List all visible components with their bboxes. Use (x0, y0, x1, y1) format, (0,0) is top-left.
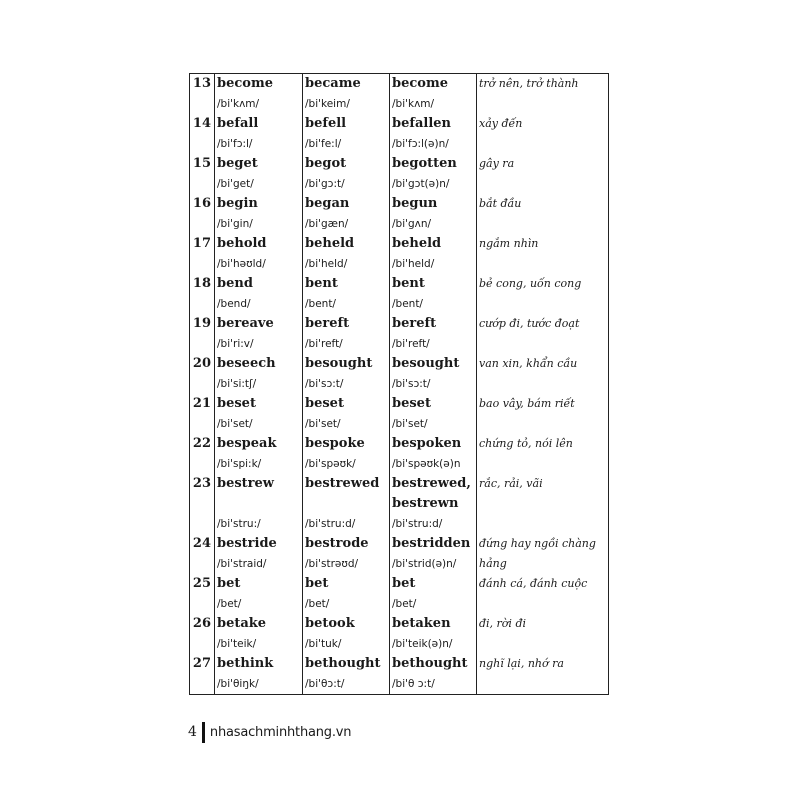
table-row (190, 154, 609, 194)
base-pronunciation: /bi'həʊld/ (217, 258, 266, 270)
meaning-cell (477, 654, 609, 695)
past-participle-cell (390, 194, 477, 234)
past-simple: bespoke (305, 436, 365, 451)
base-form-cell (215, 534, 303, 574)
past-pronunciation: /bi'gɔ:t/ (305, 178, 345, 190)
vietnamese-meaning: bẻ cong, uốn cong (479, 277, 582, 290)
row-number: 15 (190, 154, 215, 194)
cell-spacer (305, 494, 389, 514)
past-participle-cell (390, 234, 477, 274)
base-form-cell (215, 274, 303, 314)
table-row (190, 354, 609, 394)
base-form: bethink (217, 656, 274, 671)
table-row (190, 274, 609, 314)
row-number: 20 (190, 354, 215, 394)
past-participle-cell (390, 534, 477, 574)
base-form: bespeak (217, 436, 277, 451)
row-number: 19 (190, 314, 215, 354)
past-simple-cell (303, 354, 390, 394)
base-form-cell (215, 354, 303, 394)
vietnamese-meaning: bao vây, bám riết (479, 397, 575, 410)
meaning-cell (477, 534, 609, 574)
base-form-cell (215, 154, 303, 194)
meaning-cell (477, 274, 609, 314)
base-form-cell (215, 654, 303, 695)
past-simple-cell (303, 314, 390, 354)
participle-pronunciation: /bent/ (392, 298, 423, 310)
participle-pronunciation: /bi'gɔt(ə)n/ (392, 178, 450, 190)
table-row (190, 234, 609, 274)
past-pronunciation: /bi'stru:d/ (305, 518, 356, 530)
table-row (190, 394, 609, 434)
past-participle-cell (390, 114, 477, 154)
past-simple: bent (305, 276, 338, 291)
past-pronunciation: /bi'set/ (305, 418, 341, 430)
past-participle-cell (390, 654, 477, 695)
row-number: 24 (190, 534, 215, 574)
base-pronunciation: /bi'set/ (217, 418, 253, 430)
row-number: 13 (190, 74, 215, 115)
base-pronunciation: /bi'θiŋk/ (217, 678, 259, 690)
base-form: begin (217, 196, 258, 211)
past-simple-cell (303, 234, 390, 274)
past-pronunciation: /bi'spəʊk/ (305, 458, 356, 470)
meaning-cell (477, 314, 609, 354)
base-form-cell (215, 194, 303, 234)
past-simple-cell (303, 74, 390, 115)
past-participle-cell (390, 614, 477, 654)
past-simple-cell (303, 394, 390, 434)
table-row (190, 194, 609, 234)
past-simple: beset (305, 396, 344, 411)
past-participle: bent (392, 276, 425, 291)
row-number: 27 (190, 654, 215, 695)
footer-divider (202, 722, 205, 743)
participle-pronunciation: /bi'kʌm/ (392, 98, 435, 110)
past-simple: befell (305, 116, 347, 131)
past-simple: beheld (305, 236, 355, 251)
participle-pronunciation: /bi'held/ (392, 258, 435, 270)
meaning-cell (477, 614, 609, 654)
past-participle: betaken (392, 616, 451, 631)
table-row (190, 614, 609, 654)
past-participle-cell (390, 74, 477, 115)
table-row (190, 534, 609, 574)
base-form: betake (217, 616, 267, 631)
participle-pronunciation: /bi'gʌn/ (392, 218, 432, 230)
row-number: 22 (190, 434, 215, 474)
past-simple: began (305, 196, 350, 211)
past-participle: bestridden (392, 536, 471, 551)
base-form-cell (215, 314, 303, 354)
vietnamese-meaning: rắc, rải, vãi (479, 477, 543, 490)
past-simple: begot (305, 156, 347, 171)
vietnamese-meaning: ngắm nhìn (479, 237, 539, 250)
vietnamese-meaning: chứng tỏ, nói lên (479, 437, 573, 450)
vietnamese-meaning: cướp đi, tước đoạt (479, 317, 580, 330)
table-row (190, 654, 609, 695)
past-simple-cell (303, 274, 390, 314)
participle-pronunciation: /bet/ (392, 598, 417, 610)
past-simple-cell (303, 154, 390, 194)
past-participle-alt: bestrewn (392, 496, 459, 511)
past-pronunciation: /bi'keim/ (305, 98, 350, 110)
base-pronunciation: /bet/ (217, 598, 242, 610)
past-participle: bet (392, 576, 416, 591)
base-pronunciation: /bi'get/ (217, 178, 254, 190)
row-number: 17 (190, 234, 215, 274)
page-number: 4 (188, 724, 197, 740)
row-number: 14 (190, 114, 215, 154)
past-pronunciation: /bi'strəʊd/ (305, 558, 359, 570)
past-participle: besought (392, 356, 460, 371)
base-pronunciation: /bi'kʌm/ (217, 98, 260, 110)
past-simple: bet (305, 576, 329, 591)
row-number: 25 (190, 574, 215, 614)
vietnamese-meaning: xảy đến (479, 117, 523, 130)
meaning-cell (477, 194, 609, 234)
past-participle: become (392, 76, 448, 91)
base-form-cell (215, 574, 303, 614)
past-participle-cell (390, 274, 477, 314)
table-row (190, 74, 609, 115)
vietnamese-meaning: đứng hay ngồi chàng hảng (479, 537, 596, 570)
base-form-cell (215, 474, 303, 534)
past-simple: bereft (305, 316, 350, 331)
past-simple-cell (303, 114, 390, 154)
past-pronunciation: /bi'θɔ:t/ (305, 678, 345, 690)
base-form: befall (217, 116, 259, 131)
past-pronunciation: /bet/ (305, 598, 330, 610)
base-pronunciation: /bi'straid/ (217, 558, 267, 570)
past-simple-cell (303, 474, 390, 534)
base-pronunciation: /bi'si:tʃ/ (217, 378, 257, 390)
base-pronunciation: /bi'fɔ:l/ (217, 138, 253, 150)
vietnamese-meaning: đánh cá, đánh cuộc (479, 577, 588, 590)
past-simple-cell (303, 654, 390, 695)
row-number: 16 (190, 194, 215, 234)
past-participle: bereft (392, 316, 437, 331)
table-row (190, 474, 609, 534)
vietnamese-meaning: nghĩ lại, nhớ ra (479, 657, 564, 670)
past-participle-cell (390, 314, 477, 354)
past-participle: beheld (392, 236, 442, 251)
past-pronunciation: /bi'reft/ (305, 338, 343, 350)
past-pronunciation: /bi'fe:l/ (305, 138, 342, 150)
base-pronunciation: /bi'spi:k/ (217, 458, 262, 470)
past-participle-cell (390, 154, 477, 194)
base-pronunciation: /bi'ri:v/ (217, 338, 254, 350)
base-form-cell (215, 434, 303, 474)
row-number: 21 (190, 394, 215, 434)
vietnamese-meaning: trở nên, trở thành (479, 77, 579, 90)
base-form: beseech (217, 356, 276, 371)
past-participle: bethought (392, 656, 468, 671)
past-simple: bestrode (305, 536, 369, 551)
meaning-cell (477, 394, 609, 434)
past-simple-cell (303, 614, 390, 654)
meaning-cell (477, 474, 609, 534)
meaning-cell (477, 114, 609, 154)
base-form: bestrew (217, 476, 274, 491)
base-form-cell (215, 74, 303, 115)
past-participle: befallen (392, 116, 451, 131)
base-form: bereave (217, 316, 274, 331)
participle-pronunciation: /bi'θ ɔ:t/ (392, 678, 435, 690)
past-simple: betook (305, 616, 355, 631)
past-simple-cell (303, 434, 390, 474)
table-row (190, 114, 609, 154)
base-form: beset (217, 396, 256, 411)
base-pronunciation: /bi'gin/ (217, 218, 253, 230)
past-simple: besought (305, 356, 373, 371)
base-form-cell (215, 614, 303, 654)
participle-pronunciation: /bi'set/ (392, 418, 428, 430)
row-number: 26 (190, 614, 215, 654)
meaning-cell (477, 234, 609, 274)
base-form: bet (217, 576, 241, 591)
past-participle-cell (390, 434, 477, 474)
vietnamese-meaning: gây ra (479, 157, 515, 170)
meaning-cell (477, 574, 609, 614)
base-pronunciation: /bend/ (217, 298, 251, 310)
past-simple-cell (303, 194, 390, 234)
past-participle-cell (390, 474, 477, 534)
past-simple: bethought (305, 656, 381, 671)
past-simple: bestrewed (305, 476, 380, 491)
participle-pronunciation: /bi'strid(ə)n/ (392, 558, 457, 570)
participle-pronunciation: /bi'spəʊk(ə)n (392, 458, 461, 470)
past-participle-cell (390, 574, 477, 614)
meaning-cell (477, 354, 609, 394)
past-simple: became (305, 76, 361, 91)
meaning-cell (477, 154, 609, 194)
base-pronunciation: /bi'stru:/ (217, 518, 261, 530)
participle-pronunciation: /bi'fɔ:l(ə)n/ (392, 138, 449, 150)
past-participle: begotten (392, 156, 457, 171)
participle-pronunciation: /bi'stru:d/ (392, 518, 443, 530)
meaning-cell (477, 74, 609, 115)
table-row (190, 434, 609, 474)
participle-pronunciation: /bi'teik(ə)n/ (392, 638, 453, 650)
vietnamese-meaning: đi, rời đi (479, 617, 527, 630)
vietnamese-meaning: bắt đầu (479, 197, 522, 210)
participle-pronunciation: /bi'sɔ:t/ (392, 378, 431, 390)
base-form: bestride (217, 536, 277, 551)
page-footer (188, 721, 351, 743)
past-pronunciation: /bent/ (305, 298, 336, 310)
irregular-verb-table (189, 73, 609, 695)
past-simple-cell (303, 574, 390, 614)
past-pronunciation: /bi'tuk/ (305, 638, 342, 650)
past-participle-cell (390, 394, 477, 434)
row-number: 18 (190, 274, 215, 314)
past-participle-cell (390, 354, 477, 394)
base-form-cell (215, 234, 303, 274)
base-form-cell (215, 394, 303, 434)
past-pronunciation: /bi'sɔ:t/ (305, 378, 344, 390)
meaning-cell (477, 434, 609, 474)
past-participle: begun (392, 196, 438, 211)
past-pronunciation: /bi'gæn/ (305, 218, 349, 230)
table-row (190, 574, 609, 614)
base-form-cell (215, 114, 303, 154)
past-participle: beset (392, 396, 431, 411)
cell-spacer (217, 494, 302, 514)
past-participle: bestrewed, (392, 476, 471, 491)
base-form: behold (217, 236, 267, 251)
base-form: beget (217, 156, 258, 171)
table-row (190, 314, 609, 354)
vietnamese-meaning: van xin, khẩn cầu (479, 357, 578, 370)
base-form: become (217, 76, 273, 91)
past-simple-cell (303, 534, 390, 574)
row-number: 23 (190, 474, 215, 534)
website-label: nhasachminhthang.vn (209, 724, 352, 740)
base-form: bend (217, 276, 253, 291)
participle-pronunciation: /bi'reft/ (392, 338, 430, 350)
past-pronunciation: /bi'held/ (305, 258, 348, 270)
past-participle: bespoken (392, 436, 462, 451)
base-pronunciation: /bi'teik/ (217, 638, 257, 650)
